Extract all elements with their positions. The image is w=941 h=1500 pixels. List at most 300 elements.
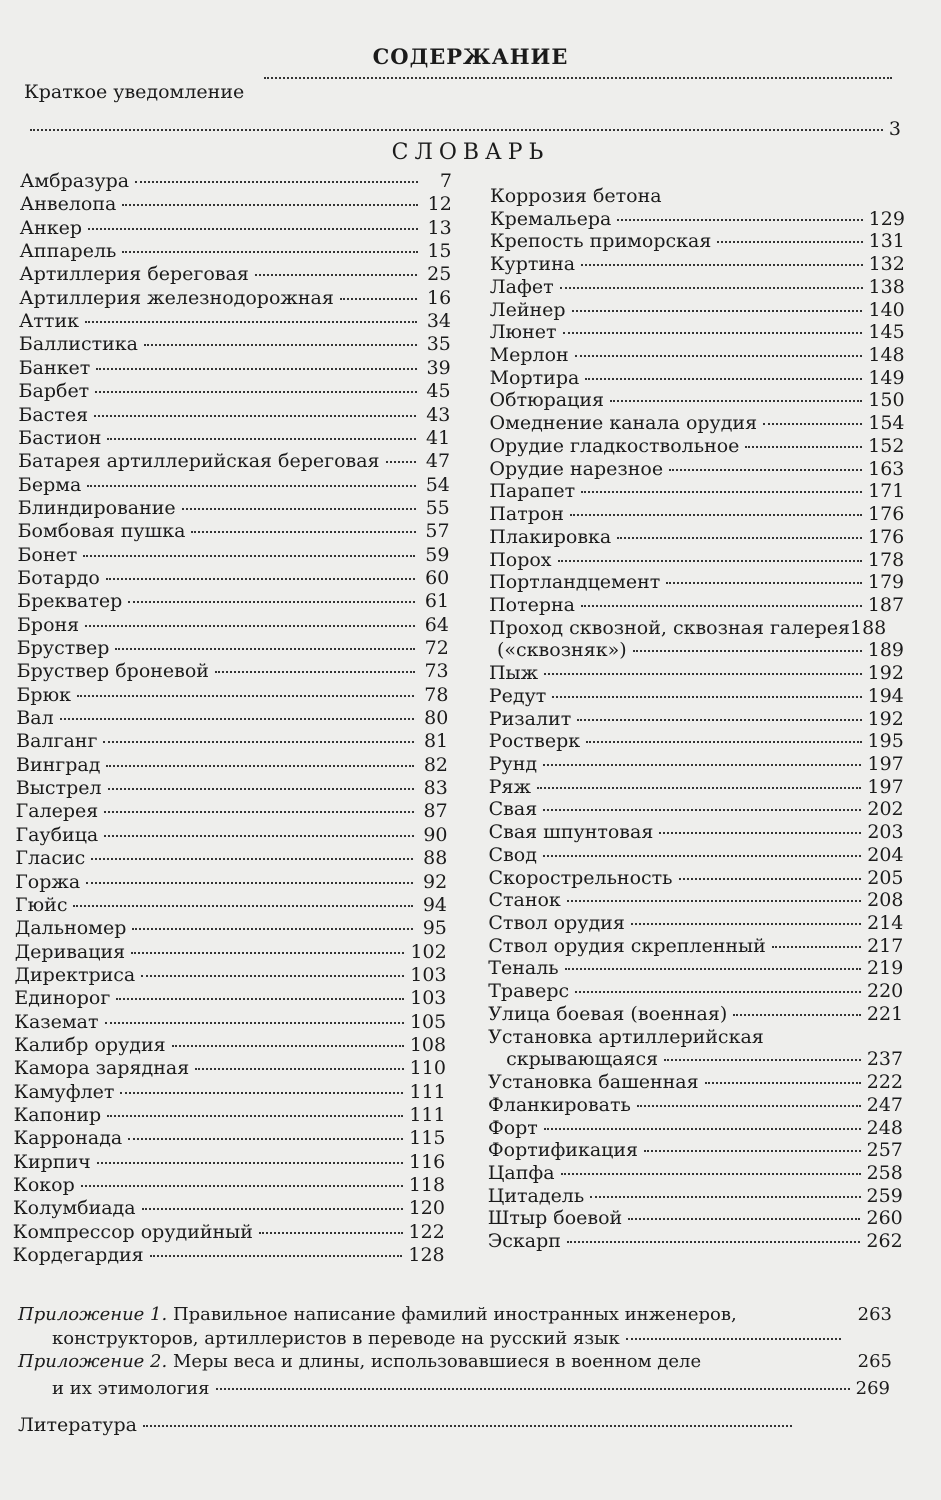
entry-label: Банкет bbox=[18, 356, 91, 379]
entry-label: Парапет bbox=[489, 480, 576, 503]
leader-dots bbox=[581, 491, 862, 493]
right_column-entry bbox=[489, 662, 904, 684]
entry-page-number: 247 bbox=[866, 1093, 903, 1116]
left_column-entry bbox=[17, 660, 449, 682]
appendix-2-text-1: Меры веса и длины, использовавшиеся в военном деле bbox=[167, 1351, 702, 1372]
entry-page-number: 217 bbox=[867, 934, 904, 957]
left_column-entry bbox=[13, 1221, 445, 1243]
leader-dots bbox=[610, 400, 862, 402]
entry-page-number: 35 bbox=[426, 333, 451, 356]
entry-label: Колумбиада bbox=[12, 1197, 136, 1220]
leader-dots bbox=[772, 946, 861, 948]
entry-page-number: 145 bbox=[868, 321, 905, 344]
left_column-entry bbox=[17, 637, 449, 659]
left_column-entry bbox=[15, 917, 447, 939]
entry-label: Куртина bbox=[489, 253, 576, 276]
entry-label: Артиллерия береговая bbox=[19, 263, 249, 286]
leader-dots bbox=[763, 423, 862, 425]
entry-label: Ботардо bbox=[17, 566, 100, 589]
right_column-entry bbox=[488, 889, 903, 911]
entry-page-number: 138 bbox=[868, 275, 905, 298]
left_column-entry bbox=[18, 474, 450, 496]
left_column-entry bbox=[16, 800, 448, 822]
entry-page-number: 105 bbox=[409, 1010, 447, 1033]
right_column-entry bbox=[497, 639, 904, 661]
entry-page-number: 257 bbox=[866, 1139, 903, 1162]
right_column-entry bbox=[488, 1071, 903, 1093]
right_column-entry bbox=[490, 185, 905, 207]
left_column-entry bbox=[14, 1104, 446, 1126]
entry-page-number: 194 bbox=[867, 684, 904, 707]
entry-label: Карронада bbox=[13, 1127, 123, 1150]
entry-label: Бонет bbox=[17, 543, 78, 566]
right_column-entry bbox=[490, 276, 905, 298]
entry-label: Станок bbox=[488, 889, 561, 912]
entry-label: Анкер bbox=[19, 216, 83, 239]
left_column-entry bbox=[16, 754, 448, 776]
literature-label: Литература bbox=[18, 1414, 137, 1436]
entry-page-number: 80 bbox=[424, 707, 449, 730]
leader-dots bbox=[172, 1045, 404, 1047]
entry-label: Выстрел bbox=[15, 777, 102, 800]
leader-dots bbox=[631, 923, 861, 925]
leader-dots bbox=[664, 1059, 861, 1061]
entry-label: Патрон bbox=[489, 503, 564, 526]
entry-label: Ствол орудия скрепленный bbox=[488, 934, 766, 957]
entry-page-number: 115 bbox=[409, 1127, 446, 1150]
right_column-entry bbox=[488, 980, 903, 1002]
right_column-entry bbox=[488, 1185, 903, 1207]
entry-label: Омеднение канала орудия bbox=[489, 412, 758, 435]
leader-dots bbox=[570, 514, 862, 516]
intro-label: Краткое уведомление bbox=[24, 81, 245, 103]
entry-label: Кирпич bbox=[13, 1150, 91, 1173]
entry-page-number: 179 bbox=[867, 571, 905, 594]
entry-page-number: 259 bbox=[866, 1184, 903, 1207]
entry-page-number: 55 bbox=[425, 496, 450, 519]
entry-page-number: 87 bbox=[423, 800, 448, 823]
leader-dots bbox=[30, 129, 883, 131]
leader-dots bbox=[659, 832, 861, 834]
entry-page-number: 149 bbox=[868, 366, 905, 389]
leader-dots bbox=[543, 855, 861, 857]
entry-label: Теналь bbox=[488, 957, 559, 980]
leader-dots bbox=[633, 650, 862, 652]
leader-dots bbox=[128, 601, 415, 603]
entry-page-number: 94 bbox=[422, 893, 448, 916]
entry-page-number: 131 bbox=[868, 230, 905, 253]
entry-page-number: 237 bbox=[866, 1048, 904, 1071]
leader-dots bbox=[182, 508, 416, 510]
left_column-entry bbox=[13, 1151, 445, 1173]
appendix-2-text-2: и их этимология bbox=[52, 1378, 210, 1399]
right_column-entry bbox=[488, 1230, 903, 1252]
left_column-entry bbox=[20, 240, 452, 262]
entry-label: Орудие гладкоствольное bbox=[489, 434, 740, 457]
right_column-entry bbox=[488, 1117, 903, 1139]
leader-dots bbox=[537, 787, 861, 789]
entry-label: Батарея артиллерийская береговая bbox=[18, 450, 380, 473]
leader-dots bbox=[544, 673, 862, 675]
entry-label: Ростверк bbox=[488, 730, 581, 753]
leader-dots bbox=[191, 531, 415, 533]
intro-page: 3 bbox=[888, 118, 901, 140]
leader-dots bbox=[628, 1218, 860, 1220]
leader-dots bbox=[259, 1232, 403, 1234]
leader-dots bbox=[666, 582, 862, 584]
entry-page-number: 102 bbox=[410, 940, 447, 963]
left_column-entry bbox=[20, 170, 452, 192]
right_column-entry bbox=[489, 549, 904, 571]
entry-page-number: 197 bbox=[867, 753, 904, 775]
entry-label: Горжа bbox=[15, 870, 81, 893]
entry-label: Бастея bbox=[18, 403, 89, 426]
entry-page-number: 13 bbox=[427, 216, 452, 239]
right_column-entry bbox=[490, 412, 905, 434]
entry-label: Аттик bbox=[19, 310, 79, 333]
right_column-entry bbox=[489, 844, 904, 866]
entry-page-number: 258 bbox=[866, 1161, 903, 1184]
entry-page-number: 204 bbox=[867, 843, 904, 866]
right_column-entry bbox=[488, 1094, 903, 1116]
right_column-entry bbox=[489, 458, 904, 480]
entry-label: Дальномер bbox=[14, 917, 127, 940]
left_column-entry bbox=[19, 357, 451, 379]
leader-dots bbox=[679, 878, 862, 880]
entry-page-number: 116 bbox=[409, 1150, 446, 1173]
entry-label: Калибр орудия bbox=[14, 1033, 166, 1056]
leader-dots bbox=[135, 181, 418, 183]
leader-dots bbox=[544, 1128, 861, 1130]
entry-page-number: 221 bbox=[866, 1002, 904, 1025]
entry-label: Бруствер bbox=[16, 637, 110, 659]
intro-entry bbox=[24, 81, 256, 103]
appendix-1-line-1 bbox=[18, 1304, 737, 1326]
entry-label: Единорог bbox=[14, 987, 111, 1010]
entry-label: Редут bbox=[488, 684, 547, 707]
right_column-entry bbox=[489, 685, 904, 707]
leader-dots bbox=[575, 355, 863, 357]
appendix-2-line-2 bbox=[52, 1378, 890, 1400]
entry-label: Брекватер bbox=[17, 590, 123, 613]
entry-page-number: 64 bbox=[424, 613, 449, 636]
leader-dots bbox=[561, 1173, 861, 1175]
leader-dots bbox=[215, 671, 415, 673]
entry-label: Каземат bbox=[14, 1010, 99, 1033]
right_column-entry bbox=[489, 708, 904, 730]
right_column-entry bbox=[490, 208, 905, 230]
entry-page-number: 171 bbox=[868, 480, 905, 503]
entry-label: Фланкировать bbox=[488, 1093, 631, 1116]
entry-label: скрывающаяся bbox=[506, 1048, 659, 1071]
entry-label: Траверс bbox=[488, 980, 570, 1003]
leader-dots bbox=[745, 446, 862, 448]
entry-page-number: 195 bbox=[867, 730, 904, 753]
leader-dots bbox=[581, 605, 862, 607]
right_column-entry bbox=[489, 798, 904, 820]
leader-dots bbox=[340, 298, 417, 300]
entry-label: Ряж bbox=[488, 775, 531, 798]
leader-dots bbox=[96, 368, 416, 370]
right_column-entry bbox=[489, 753, 904, 775]
entry-page-number: 61 bbox=[424, 590, 450, 613]
entry-label: Орудие нарезное bbox=[489, 457, 664, 480]
entry-page-number: 12 bbox=[427, 193, 452, 216]
left_column-entry bbox=[15, 871, 447, 893]
leader-dots bbox=[94, 415, 416, 417]
leader-dots bbox=[581, 264, 863, 266]
right_column-entry bbox=[489, 526, 904, 548]
right_column-entry bbox=[489, 435, 904, 457]
entry-label: Винград bbox=[16, 753, 101, 776]
right_column-entry bbox=[488, 1139, 903, 1161]
leader-dots bbox=[567, 900, 861, 902]
leader-dots bbox=[88, 228, 418, 230]
left_column-entry bbox=[16, 730, 448, 752]
leader-dots bbox=[132, 928, 413, 930]
entry-label: Гюйс bbox=[15, 893, 68, 916]
left_column-entry bbox=[14, 1011, 446, 1033]
entry-label: Люнет bbox=[489, 321, 557, 344]
entry-label: Проход сквозной, сквозная галерея bbox=[489, 616, 850, 639]
right_column-entry bbox=[488, 1162, 903, 1184]
entry-label: Мерлон bbox=[489, 344, 569, 367]
leader-dots bbox=[107, 1115, 403, 1117]
entry-page-number: 25 bbox=[427, 263, 452, 286]
leader-dots bbox=[575, 991, 861, 993]
leader-dots bbox=[264, 77, 892, 79]
entry-page-number: 214 bbox=[867, 912, 904, 935]
leader-dots bbox=[128, 1138, 403, 1140]
leader-dots bbox=[567, 1241, 861, 1243]
leader-dots bbox=[116, 998, 404, 1000]
entry-label: Штыр боевой bbox=[487, 1207, 623, 1230]
entry-page-number: 192 bbox=[867, 707, 904, 730]
entry-page-number: 132 bbox=[868, 253, 905, 276]
appendix-2-line-1 bbox=[18, 1351, 701, 1373]
leader-dots bbox=[617, 537, 862, 539]
left_column-entry bbox=[13, 1197, 445, 1219]
entry-page-number: 122 bbox=[408, 1220, 445, 1243]
leader-dots bbox=[85, 625, 415, 627]
entry-label: Директриса bbox=[14, 963, 136, 986]
entry-page-number: 103 bbox=[410, 963, 447, 986]
left_column-entry bbox=[18, 450, 450, 472]
entry-label: Капонир bbox=[13, 1104, 102, 1126]
entry-page-number: 262 bbox=[866, 1230, 903, 1253]
leader-dots bbox=[150, 1255, 403, 1257]
entry-label: Амбразура bbox=[20, 170, 130, 192]
leader-dots bbox=[565, 968, 861, 970]
entry-label: Потерна bbox=[489, 593, 576, 616]
literature-entry bbox=[18, 1414, 798, 1436]
leader-dots bbox=[77, 695, 414, 697]
entry-page-number: 60 bbox=[425, 566, 450, 589]
appendix-1-text-2: конструкторов, артиллеристов в переводе на русский язык bbox=[52, 1328, 620, 1349]
entry-page-number: 189 bbox=[867, 639, 904, 662]
left_column-entry bbox=[14, 1034, 446, 1056]
left_column-entry bbox=[13, 1127, 445, 1149]
entry-page-number: 178 bbox=[867, 548, 905, 571]
entry-label: Цапфа bbox=[487, 1161, 555, 1184]
entry-page-number: 83 bbox=[423, 777, 448, 800]
intro-page-row bbox=[24, 118, 901, 140]
entry-label: Гаубица bbox=[15, 823, 99, 846]
leader-dots bbox=[142, 1208, 403, 1210]
entry-label: Анвелопа bbox=[19, 193, 117, 216]
left_column-entry bbox=[17, 614, 449, 636]
leader-dots bbox=[103, 741, 414, 743]
leader-dots bbox=[85, 321, 417, 323]
entry-label: Форт bbox=[487, 1116, 538, 1139]
leader-dots bbox=[122, 251, 417, 253]
entry-label: Бруствер броневой bbox=[16, 660, 209, 683]
leader-dots bbox=[86, 882, 413, 884]
leader-dots bbox=[106, 765, 414, 767]
leader-dots bbox=[543, 764, 861, 766]
leader-dots bbox=[106, 578, 415, 580]
leader-dots bbox=[705, 1082, 861, 1084]
entry-page-number: 187 bbox=[867, 593, 905, 616]
right_column-entry bbox=[488, 957, 903, 979]
entry-page-number: 118 bbox=[408, 1174, 446, 1197]
right_column-entry bbox=[489, 617, 904, 639]
dictionary-title: СЛОВАРЬ bbox=[391, 140, 550, 165]
leader-dots bbox=[95, 391, 416, 393]
entry-label: Кордегардия bbox=[12, 1244, 144, 1267]
entry-page-number: 120 bbox=[408, 1197, 445, 1220]
right_column-entry bbox=[490, 253, 905, 275]
entry-label: Броня bbox=[16, 613, 80, 636]
leader-dots bbox=[216, 1388, 850, 1390]
leader-dots bbox=[83, 555, 415, 557]
entry-label: Скорострельность bbox=[488, 866, 673, 889]
left_column-entry bbox=[20, 193, 452, 215]
left_column-entry bbox=[19, 380, 451, 402]
entry-label: Камора зарядная bbox=[13, 1057, 190, 1080]
entry-page-number: 203 bbox=[867, 821, 904, 844]
right_column-entry bbox=[489, 594, 904, 616]
entry-page-number: 220 bbox=[866, 980, 904, 1003]
leader-dots bbox=[572, 310, 863, 312]
entry-label: Мортира bbox=[489, 366, 580, 389]
right_column-entry bbox=[506, 1048, 903, 1070]
leader-dots bbox=[558, 560, 862, 562]
entry-page-number: 219 bbox=[867, 957, 904, 980]
intro-dots bbox=[258, 81, 898, 83]
entry-label: Фортификация bbox=[487, 1139, 639, 1162]
entry-page-number: 90 bbox=[423, 823, 448, 846]
entry-label: Гласис bbox=[15, 847, 86, 870]
right_column-entry bbox=[488, 1026, 903, 1048]
left_column-entry bbox=[17, 590, 449, 612]
left_column-entry bbox=[13, 1174, 445, 1196]
leader-dots bbox=[386, 461, 417, 463]
leader-dots bbox=[585, 378, 862, 380]
right_column-entry bbox=[490, 321, 905, 343]
left_column-entry bbox=[18, 404, 450, 426]
entry-page-number: 154 bbox=[868, 412, 905, 435]
left_column-entry bbox=[16, 684, 448, 706]
entry-page-number: 103 bbox=[410, 987, 447, 1010]
entry-label: Пыж bbox=[488, 662, 539, 685]
entry-label: Брюк bbox=[16, 683, 72, 706]
right_column-entry bbox=[488, 1207, 903, 1229]
left_column-entry bbox=[15, 964, 447, 986]
entry-page-number: 128 bbox=[408, 1244, 445, 1267]
entry-page-number: 248 bbox=[866, 1116, 903, 1139]
entry-label: Аппарель bbox=[19, 240, 117, 263]
entry-page-number: 129 bbox=[868, 207, 905, 230]
entry-label: Свод bbox=[488, 843, 537, 866]
entry-page-number: 34 bbox=[426, 310, 452, 333]
entry-page-number: 110 bbox=[409, 1057, 446, 1080]
leader-dots bbox=[626, 1338, 841, 1340]
entry-page-number: 176 bbox=[868, 503, 905, 526]
leader-dots bbox=[107, 438, 416, 440]
entry-label: Эскарп bbox=[487, 1230, 561, 1253]
leader-dots bbox=[144, 344, 417, 346]
left_column-entry bbox=[20, 217, 452, 239]
entry-page-number: 111 bbox=[409, 1104, 446, 1126]
leader-dots bbox=[115, 648, 414, 650]
entry-page-number: 78 bbox=[424, 683, 449, 706]
right_column-entry bbox=[489, 571, 904, 593]
entry-page-number: 15 bbox=[427, 240, 452, 263]
left_column-entry bbox=[18, 520, 450, 542]
entry-label: Кокор bbox=[13, 1174, 75, 1197]
entry-label: Камуфлет bbox=[13, 1080, 115, 1103]
left_column-entry bbox=[14, 1081, 446, 1103]
leader-dots bbox=[590, 1196, 860, 1198]
entry-label: Рунд bbox=[488, 753, 538, 775]
entry-label: Валганг bbox=[16, 730, 98, 753]
left_column-entry bbox=[19, 263, 451, 285]
entry-label: Ствол орудия bbox=[488, 912, 625, 935]
left_column-entry bbox=[13, 1244, 445, 1266]
right_column-entry bbox=[490, 344, 905, 366]
leader-dots bbox=[104, 835, 413, 837]
entry-label: Бастион bbox=[18, 426, 102, 449]
leader-dots bbox=[543, 809, 861, 811]
entry-label: Барбет bbox=[18, 380, 90, 403]
entry-page-number: 197 bbox=[867, 775, 904, 798]
leader-dots bbox=[73, 905, 413, 907]
leader-dots bbox=[104, 811, 413, 813]
leader-dots bbox=[97, 1162, 403, 1164]
right_column-entry bbox=[489, 867, 904, 889]
leader-dots bbox=[91, 858, 413, 860]
entry-page-number: 208 bbox=[867, 889, 904, 912]
leader-dots bbox=[143, 1425, 792, 1427]
leader-dots bbox=[669, 469, 862, 471]
appendix-1-line-2 bbox=[52, 1328, 847, 1350]
entry-page-number: 111 bbox=[409, 1080, 446, 1103]
entry-label: Установка артиллерийская bbox=[488, 1025, 764, 1048]
left_column-entry bbox=[17, 544, 449, 566]
entry-label: Обтюрация bbox=[489, 389, 604, 412]
entry-page-number: 176 bbox=[867, 525, 905, 548]
entry-label: Артиллерия железнодорожная bbox=[19, 286, 334, 309]
entry-page-number: 140 bbox=[868, 298, 905, 321]
entry-label: Вал bbox=[16, 707, 54, 730]
entry-page-number: 260 bbox=[866, 1207, 903, 1230]
entry-page-number: 163 bbox=[868, 457, 905, 480]
entry-label: Лафет bbox=[489, 275, 554, 298]
entry-label: Коррозия бетона bbox=[490, 185, 662, 207]
entry-label: Галерея bbox=[15, 800, 99, 823]
leader-dots bbox=[108, 788, 414, 790]
